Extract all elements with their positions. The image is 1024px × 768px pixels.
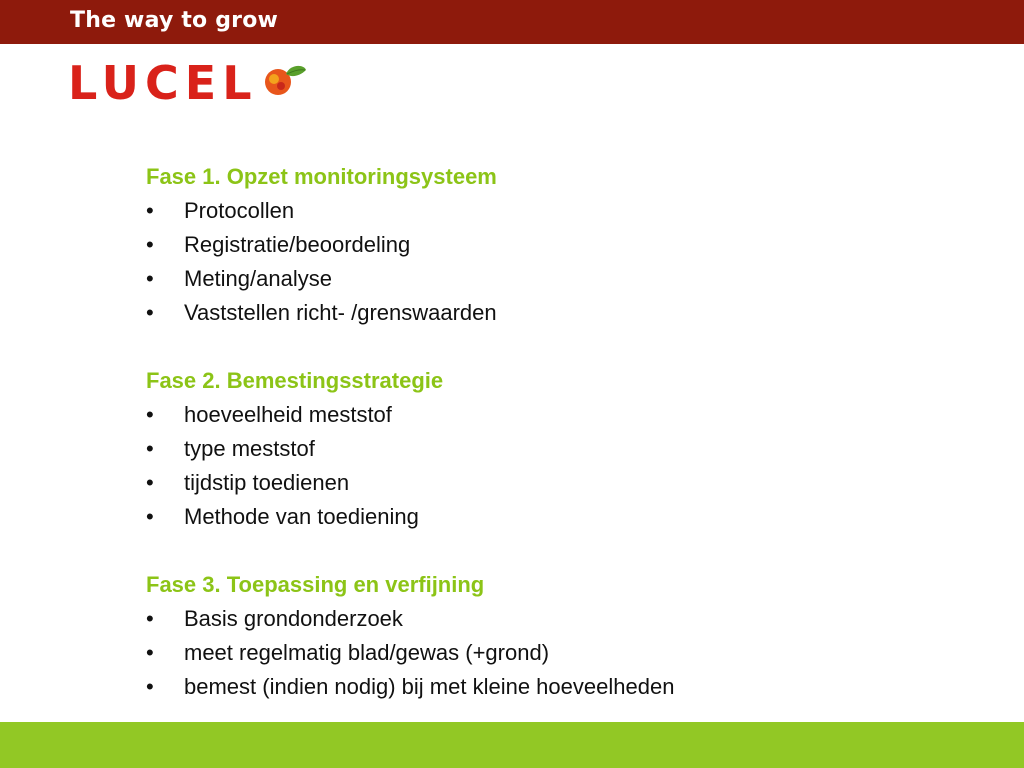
list-item (146, 432, 966, 466)
content (146, 160, 966, 704)
bullet: • (146, 232, 154, 257)
list-item-text: type meststof (184, 436, 315, 461)
bullet: • (146, 266, 154, 291)
list-item-text: bemest (indien nodig) bij met kleine hoeveelheden (184, 674, 675, 699)
bullet: • (146, 640, 154, 665)
list-item-text: Vaststellen richt- /grenswaarden (184, 300, 497, 325)
list-item (146, 262, 966, 296)
tagline: The way to grow (70, 8, 279, 33)
list-item-text: Registratie/beoordeling (184, 232, 411, 257)
list-item-text: meet regelmatig blad/gewas (+grond) (184, 640, 550, 665)
list-item (146, 670, 966, 704)
bullet: • (146, 674, 154, 699)
list-item (146, 602, 966, 636)
bullet: • (146, 436, 154, 461)
logo-text: LUCEL (68, 56, 258, 110)
section-heading-fase-3: Fase 3. Toepassing en verfijning (146, 572, 485, 597)
bullet: • (146, 402, 154, 427)
bottom-band (0, 722, 1024, 768)
list-item-text: tijdstip toedienen (184, 470, 350, 495)
section-heading-fase-1: Fase 1. Opzet monitoringsysteem (146, 164, 497, 189)
section-spacer (146, 534, 966, 568)
lucel-logo (68, 58, 308, 108)
bullet: • (146, 470, 154, 495)
bullet: • (146, 606, 154, 631)
list-item (146, 500, 966, 534)
list-item (146, 228, 966, 262)
list-item (146, 466, 966, 500)
section-spacer (146, 330, 966, 364)
list-item-text: Basis grondonderzoek (184, 606, 403, 631)
list-item-text: Meting/analyse (184, 266, 332, 291)
list-item-text: Protocollen (184, 198, 295, 223)
section-heading-fase-2: Fase 2. Bemestingsstrategie (146, 368, 444, 393)
top-banner (0, 0, 1024, 44)
list-item-text: Methode van toediening (184, 504, 419, 529)
list-item (146, 296, 966, 330)
fruit-leaf-icon (260, 62, 308, 98)
list-item (146, 636, 966, 670)
bullet: • (146, 198, 154, 223)
bullet: • (146, 300, 154, 325)
bullet: • (146, 504, 154, 529)
list-item (146, 398, 966, 432)
list-item (146, 194, 966, 228)
list-item-text: hoeveelheid meststof (184, 402, 392, 427)
